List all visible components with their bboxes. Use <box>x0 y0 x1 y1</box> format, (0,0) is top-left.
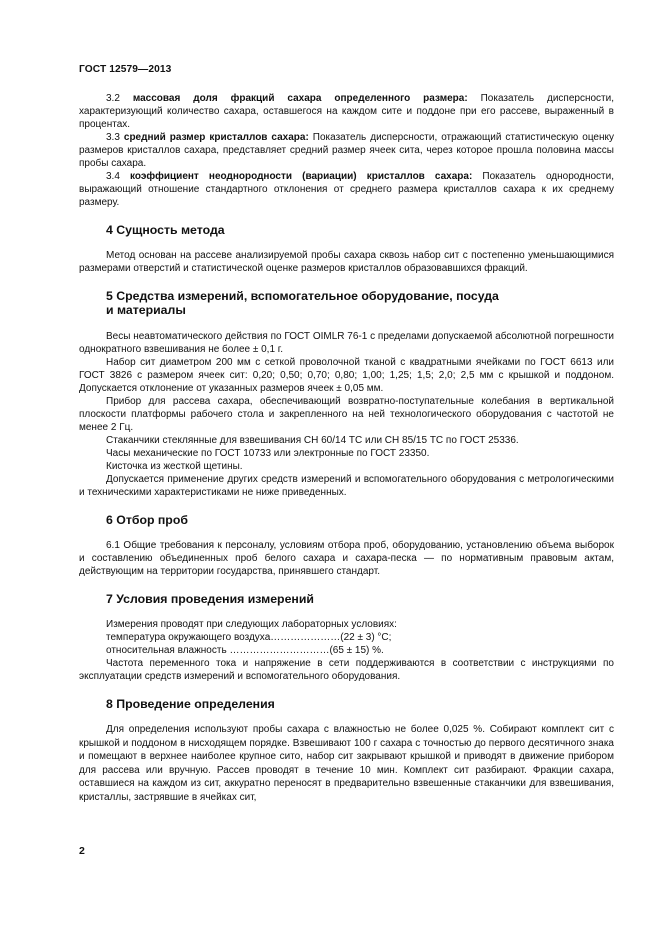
section-5-paragraph: Прибор для рассева сахара, обеспечивающий возвратно-поступательные колебания в вертикальной плоскости платформы рабочего стола и закрепленного на ней технологического оборудования с частотой не менее 2 Гц. <box>79 396 614 433</box>
condition-value: (22 ± 3) °C; <box>340 632 392 643</box>
leader-dots: ………………………… <box>229 645 330 656</box>
section-4-heading: 4 Сущность метода <box>106 223 225 237</box>
definition-number: 3.4 <box>106 171 120 182</box>
section-6-heading: 6 Отбор проб <box>106 513 188 527</box>
document-body <box>79 92 614 804</box>
section-5-paragraph: Кисточка из жесткой щетины. <box>106 461 243 472</box>
definition-text: Показатель дисперсности, отражающий статистическую оценку размеров кристаллов сахара, представляет средний размер ячеек сита, через которое прошла половина массы пробы сахара. <box>79 132 615 169</box>
section-7-heading: 7 Условия проведения измерений <box>106 592 314 606</box>
section-5-heading <box>79 289 614 317</box>
condition-label: температура окружающего воздуха <box>106 632 271 643</box>
condition-value: (65 ± 15) %. <box>329 645 384 656</box>
section-8-heading: 8 Проведение определения <box>106 697 275 711</box>
section-5-heading-line2: и материалы <box>106 303 186 317</box>
condition-temperature <box>79 631 614 644</box>
section-5-paragraph: Допускается применение других средств измерений и вспомогательного оборудования с метрологическими и техническими характеристиками не ниже приведенных. <box>79 474 614 498</box>
page-header: ГОСТ 12579—2013 <box>79 64 172 75</box>
section-5-paragraph: Набор сит диаметром 200 мм с сеткой проволочной тканой с квадратными ячейками по ГОСТ 6613 или ГОСТ 3826 с размером ячеек сит: 0,20; 0,50; 0,70; 0,80; 1,00; 1,25; 1,5; 2,0; 2,5 мм с крышкой и поддоном. Допускается отклонение от указанных размеров ячеек ± 0,05 мм. <box>79 357 614 394</box>
condition-humidity <box>79 644 614 657</box>
section-8-paragraph: Для определения используют пробы сахара с влажностью не более 0,025 %. Собирают комплект сит с крышкой и поддоном в нисходящем порядке. Взвешивают 100 г сахара с точностью до первого десятичного знака и помещают в верхнее наиболее крупное сито, набор сит закрывают крышкой и приводят в движение прибором для рассева или вручную. Рассев проводят в течение 10 мин. Комплект сит разбирают. Фракции сахара, оставшиеся на каждом из сит, аккуратно переносят в предварительно взвешенные стаканчики для взвешивания, кристаллы, застрявшие в ячейках сит, <box>79 724 614 803</box>
section-4-paragraph: Метод основан на рассеве анализируемой пробы сахара сквозь набор сит с постепенно уменьшающимися размерами отверстий и статистической оценке размеров кристаллов образовавшихся фракций. <box>79 250 614 274</box>
definition-number: 3.2 <box>106 93 120 104</box>
leader-dots: ………………… <box>270 632 341 643</box>
definition-3-2 <box>79 92 614 131</box>
definition-term: коэффициент неоднородности (вариации) кристаллов сахара: <box>130 171 473 182</box>
definition-term: средний размер кристаллов сахара: <box>123 132 309 143</box>
section-5-paragraph: Часы механические по ГОСТ 10733 или электронные по ГОСТ 23350. <box>106 448 430 459</box>
section-5-paragraph: Весы неавтоматического действия по ГОСТ OIMLR 76-1 с пределами допускаемой абсолютной погрешности однократного взвешивания не более ± 0,1 г. <box>79 331 614 355</box>
definition-text: Показатель однородности, выражающий отношение стандартного отклонения от среднего размера кристаллов сахара к их среднему размеру. <box>79 171 614 208</box>
condition-label: относительная влажность <box>106 645 227 656</box>
section-7-paragraph: Частота переменного тока и напряжение в сети поддерживаются в соответствии с инструкциями по эксплуатации средств измерений и вспомогательного оборудования. <box>79 658 614 682</box>
definition-text: Показатель дисперсности, характеризующий количество сахара, оставшегося на каждом сите и поддоне при его рассеве, выраженный в процентах. <box>79 93 615 130</box>
section-6-paragraph: 6.1 Общие требования к персоналу, условиям отбора проб, оборудованию, установлению объема выборок и составлению объединенных проб белого сахара и сахара-песка — по нормативным правовым актам, действующим на территории государства, принявшего стандарт. <box>79 540 614 577</box>
definition-number: 3.3 <box>106 132 120 143</box>
definition-term: массовая доля фракций сахара определенного размера: <box>132 93 468 104</box>
definitions <box>79 92 614 209</box>
definition-3-4 <box>79 170 614 209</box>
section-7-intro: Измерения проводят при следующих лабораторных условиях: <box>106 619 397 630</box>
definition-3-3 <box>79 131 614 170</box>
section-5-heading-line1: 5 Средства измерений, вспомогательное оборудование, посуда <box>106 289 499 303</box>
section-5-paragraph: Стаканчики стеклянные для взвешивания СН 60/14 ТС или СН 85/15 ТС по ГОСТ 25336. <box>106 435 519 446</box>
page-number: 2 <box>79 845 85 857</box>
